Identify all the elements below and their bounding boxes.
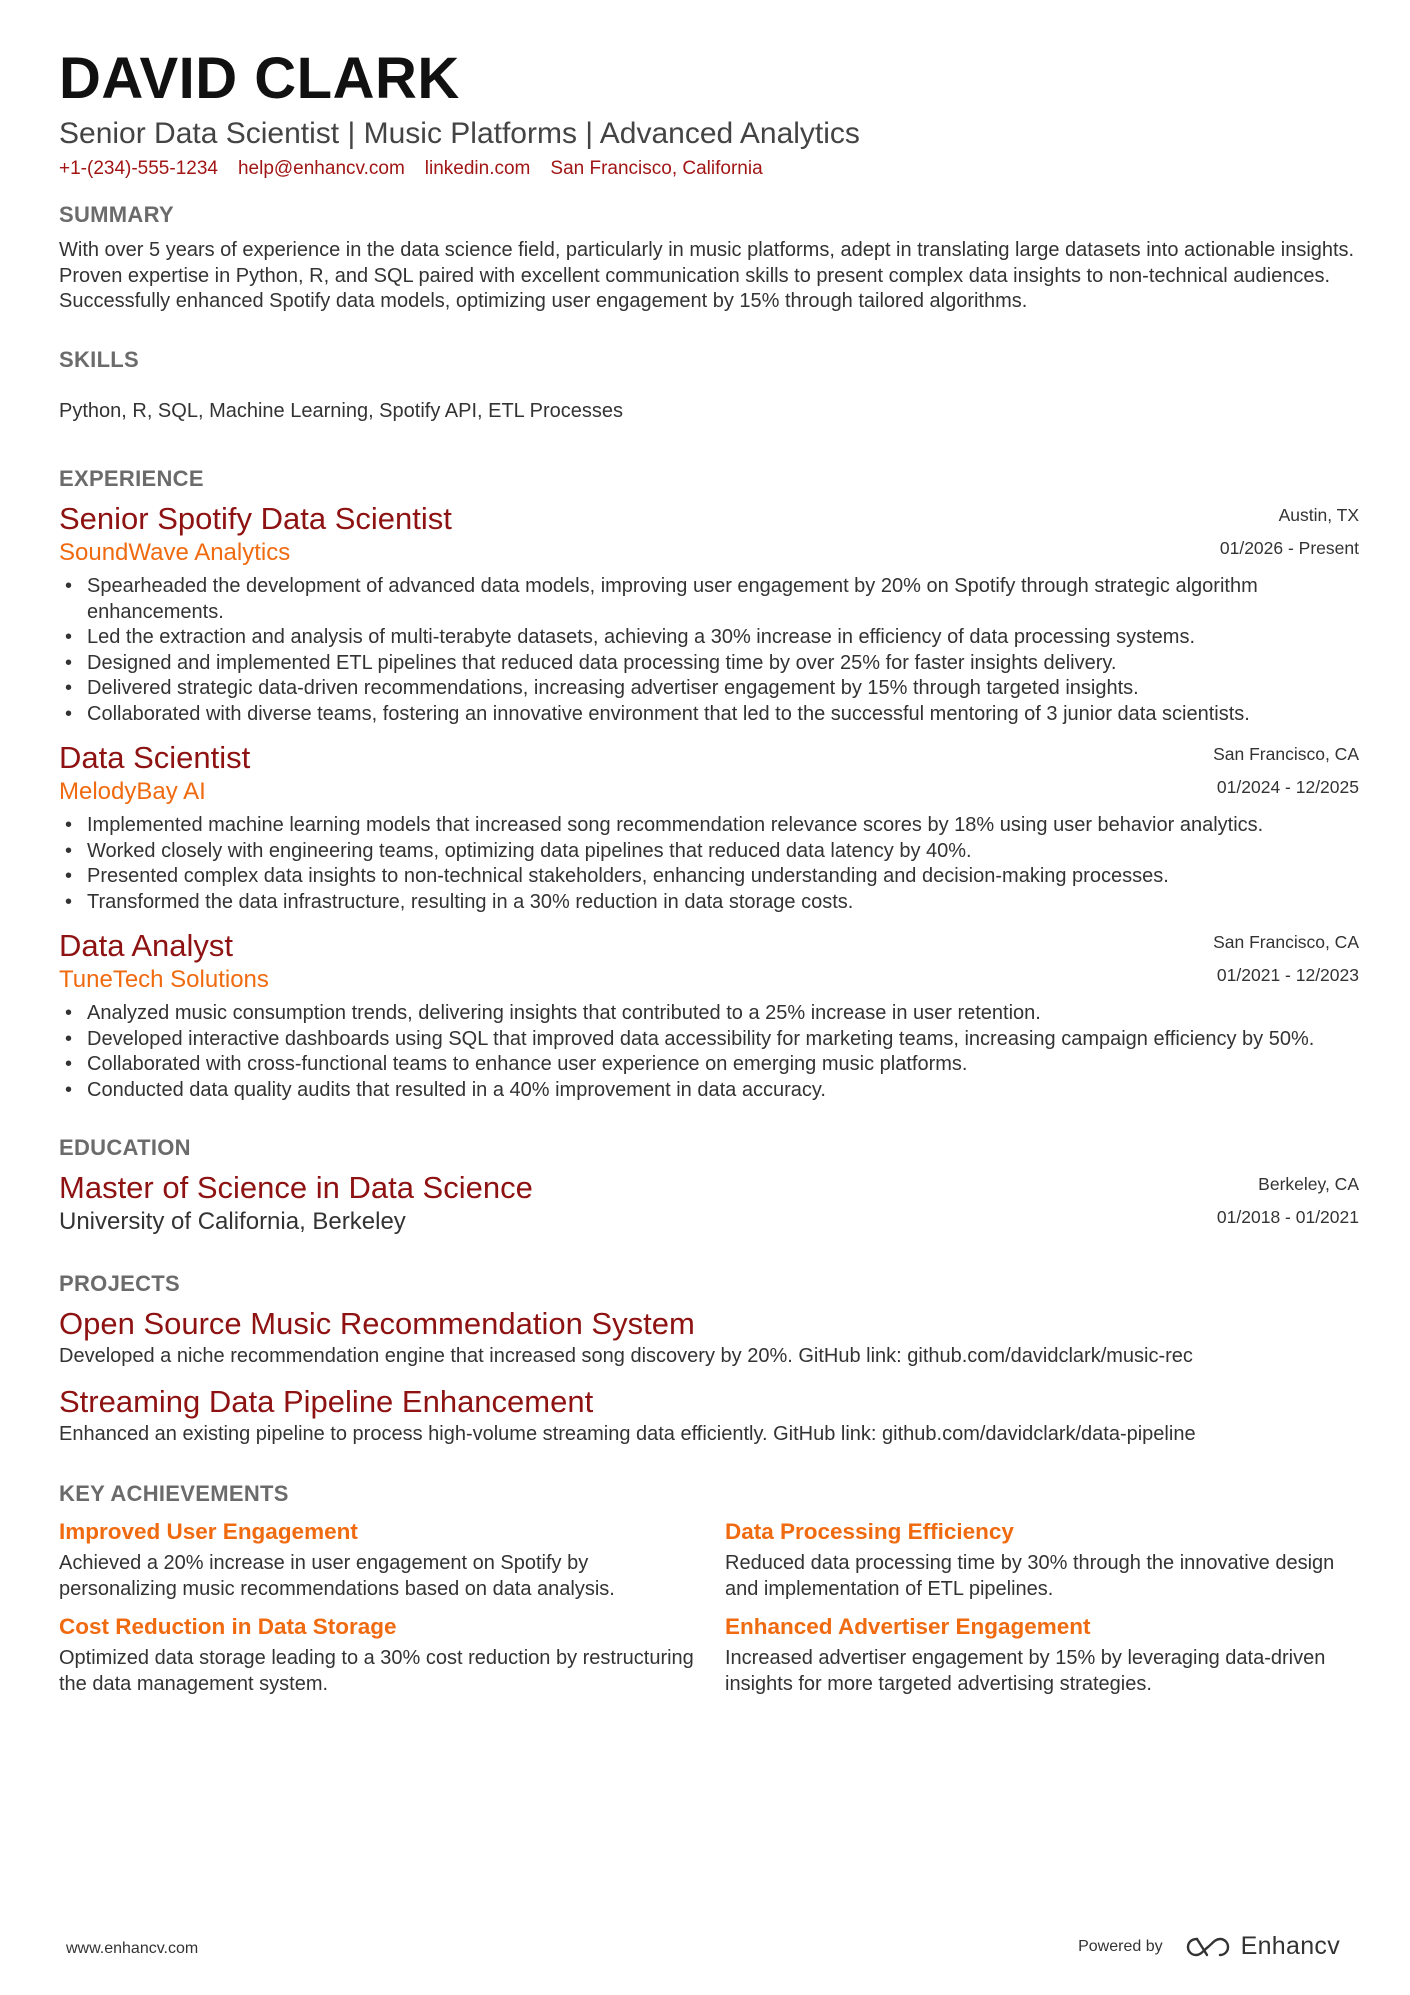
achievement-title: Enhanced Advertiser Engagement (725, 1614, 1091, 1639)
footer-website[interactable]: www.enhancv.com (66, 1940, 199, 1957)
job-bullet: • Delivered strategic data-driven recommendations, increasing advertiser engagement by 15% through targeted insights. (87, 676, 1359, 702)
education-entry (59, 1169, 1359, 1237)
project-entry (59, 1383, 1359, 1447)
brand-name: Enhancv (1240, 1932, 1340, 1960)
resume-header (59, 46, 1359, 182)
job-meta (1213, 739, 1359, 805)
resume-page (59, 46, 1359, 1697)
job-entry (59, 927, 1359, 1103)
job-bullet: • Designed and implemented ETL pipelines that reduced data processing time by over 25% for faster insights delivery. (87, 651, 1359, 677)
job-dates: 01/2026 - Present (1219, 538, 1359, 558)
job-meta (1213, 927, 1359, 993)
job-dates: 01/2024 - 12/2025 (1216, 777, 1359, 797)
experience-section (59, 464, 1359, 1103)
job-bullet: • Collaborated with cross-functional teams to enhance user experience on emerging music platforms. (87, 1052, 1359, 1078)
project-entry (59, 1305, 1359, 1369)
job-bullet: • Presented complex data insights to non-technical stakeholders, enhancing understanding and decision-making processes. (87, 864, 1359, 890)
section-title-experience: EXPERIENCE (59, 466, 204, 491)
job-bullet: • Analyzed music consumption trends, delivering insights that contributed to a 25% increase in user retention. (87, 1001, 1359, 1027)
section-title-summary: SUMMARY (59, 202, 174, 227)
job-location: Austin, TX (1278, 505, 1359, 525)
footer-branding (1078, 1932, 1340, 1961)
achievements-grid (59, 1517, 1359, 1697)
job-bullets (59, 574, 1359, 727)
job-entry (59, 500, 1359, 727)
powered-by-label: Powered by (1078, 1937, 1163, 1955)
section-title-achievements: KEY ACHIEVEMENTS (59, 1481, 289, 1506)
education-header (59, 1169, 1359, 1237)
education-location: Berkeley, CA (1258, 1174, 1359, 1194)
enhancv-logo-icon (1185, 1935, 1231, 1959)
brand-logo[interactable] (1185, 1932, 1340, 1961)
job-bullets (59, 1001, 1359, 1103)
section-title-projects: PROJECTS (59, 1271, 180, 1296)
achievement-title: Improved User Engagement (59, 1519, 358, 1544)
contact-linkedin[interactable]: linkedin.com (424, 158, 531, 179)
section-title-skills: SKILLS (59, 346, 140, 372)
education-dates: 01/2018 - 01/2021 (1216, 1207, 1359, 1227)
job-header (59, 500, 1359, 568)
job-dates: 01/2021 - 12/2023 (1216, 965, 1359, 985)
achievement-title: Data Processing Efficiency (725, 1519, 1014, 1544)
achievement-item (59, 1517, 725, 1602)
skills-text: Python, R, SQL, Machine Learning, Spotify API, ETL Processes (59, 399, 623, 422)
skills-section (59, 345, 1359, 425)
achievement-item (725, 1612, 1355, 1697)
job-bullets (59, 813, 1359, 915)
job-title: Data Scientist (59, 740, 251, 775)
job-bullet: • Conducted data quality audits that resulted in a 40% improvement in data accuracy. (87, 1078, 1359, 1104)
job-bullet: • Spearheaded the development of advanced data models, improving user engagement by 20% on Spotify through strategic algorithm enhancements. (87, 574, 1359, 625)
achievement-desc: Increased advertiser engagement by 15% by leveraging data-driven insights for more targeted advertising strategies. (725, 1647, 1326, 1695)
achievement-title: Cost Reduction in Data Storage (59, 1614, 397, 1639)
summary-section (59, 200, 1359, 315)
project-title: Streaming Data Pipeline Enhancement (59, 1384, 594, 1419)
job-location: San Francisco, CA (1213, 744, 1359, 764)
achievement-item (725, 1517, 1355, 1602)
contact-location: San Francisco, California (550, 158, 763, 179)
job-bullet: • Collaborated with diverse teams, fostering an innovative environment that led to the successful mentoring of 3 junior data scientists. (87, 702, 1359, 728)
contact-phone[interactable]: +1-(234)-555-1234 (59, 158, 218, 179)
project-desc: Enhanced an existing pipeline to process high-volume streaming data efficiently. GitHub link: github.com/davidclark/data-pipeline (59, 1423, 1196, 1445)
job-bullet: • Developed interactive dashboards using SQL that improved data accessibility for marketing teams, increasing campaign efficiency by 50%. (87, 1027, 1359, 1053)
project-desc: Developed a niche recommendation engine that increased song discovery by 20%. GitHub link: github.com/davidclark/music-rec (59, 1345, 1193, 1367)
education-section (59, 1133, 1359, 1237)
job-location: San Francisco, CA (1213, 932, 1359, 952)
job-meta (1220, 500, 1359, 566)
achievement-desc: Optimized data storage leading to a 30% cost reduction by restructuring the data management system. (59, 1647, 694, 1695)
education-meta (1217, 1169, 1359, 1235)
job-bullet: • Led the extraction and analysis of multi-terabyte datasets, achieving a 30% increase in efficiency of data processing systems. (87, 625, 1359, 651)
candidate-headline: Senior Data Scientist | Music Platforms | Advanced Analytics (59, 117, 860, 150)
education-school: University of California, Berkeley (59, 1208, 406, 1235)
achievement-desc: Achieved a 20% increase in user engagement on Spotify by personalizing music recommendations based on data analysis. (59, 1552, 615, 1600)
projects-section (59, 1269, 1359, 1447)
job-company: TuneTech Solutions (59, 966, 269, 993)
job-header (59, 739, 1359, 807)
job-entry (59, 739, 1359, 915)
contact-email[interactable]: help@enhancv.com (237, 158, 405, 179)
job-bullet: • Implemented machine learning models that increased song recommendation relevance scores by 18% using user behavior analytics. (87, 813, 1359, 839)
achievements-section (59, 1479, 1359, 1697)
achievement-desc: Reduced data processing time by 30% through the innovative design and implementation of ETL pipelines. (725, 1552, 1335, 1600)
education-degree: Master of Science in Data Science (59, 1170, 533, 1205)
contact-row (59, 156, 1359, 182)
job-company: MelodyBay AI (59, 778, 206, 805)
summary-text: With over 5 years of experience in the data science field, particularly in music platforms, adept in translating large datasets into actionable insights. Proven expertise in Python, R, and SQL paired with excellent communication skills to present complex data insights to non-technical audiences. Successfully enhanced Spotify data models, optimizing user engagement by 15% through tailored algorithms. (59, 239, 1355, 312)
job-bullet: • Worked closely with engineering teams, optimizing data pipelines that reduced data latency by 40%. (87, 839, 1359, 865)
candidate-name: DAVID CLARK (59, 46, 460, 111)
section-title-education: EDUCATION (59, 1135, 191, 1160)
achievement-item (59, 1612, 725, 1697)
project-title: Open Source Music Recommendation System (59, 1306, 695, 1341)
job-title: Senior Spotify Data Scientist (59, 501, 452, 536)
job-title: Data Analyst (59, 928, 234, 963)
job-company: SoundWave Analytics (59, 539, 291, 566)
job-header (59, 927, 1359, 995)
job-bullet: • Transformed the data infrastructure, resulting in a 30% reduction in data storage costs. (87, 890, 1359, 916)
